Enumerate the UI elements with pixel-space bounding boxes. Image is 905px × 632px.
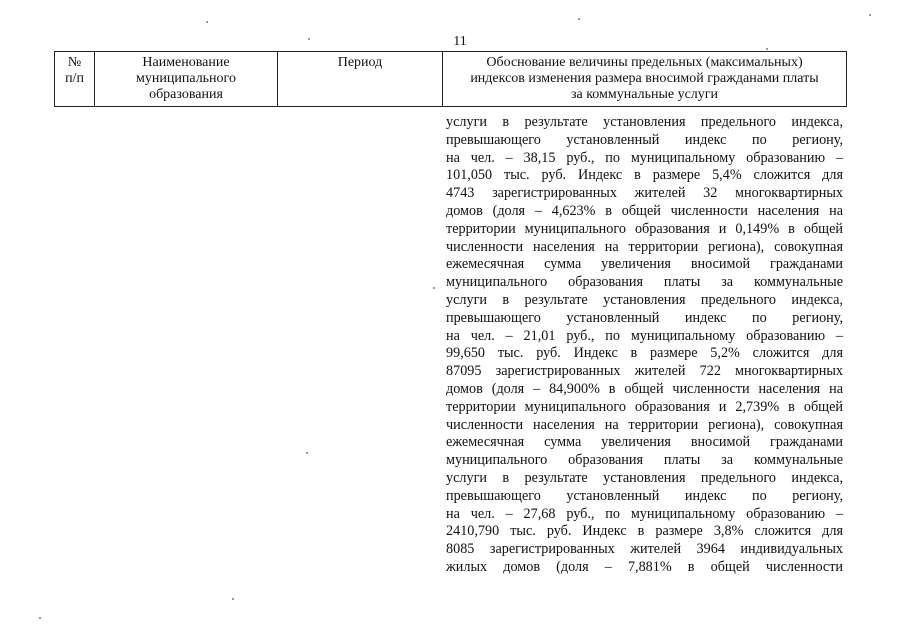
text-line: на чел. – 38,15 руб., по муниципальному образованию –	[446, 149, 843, 166]
header-col-municipality	[95, 52, 278, 106]
text-line: территории муниципального образования и 2,739% в общей	[446, 398, 843, 415]
scan-speck	[306, 452, 308, 454]
text-line: численности населения на территории региона), совокупная	[446, 416, 843, 433]
scan-speck	[206, 21, 208, 23]
scan-speck	[308, 38, 310, 40]
text-line: домов (доля – 84,900% в общей численности населения на	[446, 380, 843, 397]
text-line: жилых домов (доля – 7,881% в общей численности	[446, 558, 843, 575]
text-line: домов (доля – 4,623% в общей численности населения на	[446, 202, 843, 219]
header-col-number-line: п/п	[65, 71, 84, 86]
header-col-municipality-line: Наименование	[142, 55, 230, 70]
text-line: 2410,790 тыс. руб. Индекс в размере 3,8% сложится для	[446, 523, 843, 540]
text-line: на чел. – 27,68 руб., по муниципальному образованию –	[446, 505, 843, 522]
text-line: услуги в результате установления предельного индекса,	[446, 291, 843, 308]
text-line: муниципального образования платы за коммунальные	[446, 452, 843, 469]
page-number: 11	[453, 34, 467, 49]
justification-text	[446, 114, 843, 577]
text-line: муниципального образования платы за коммунальные	[446, 274, 843, 291]
text-line: услуги в результате установления предельного индекса,	[446, 469, 843, 486]
header-col-number-line: №	[67, 55, 82, 70]
text-line: на чел. – 21,01 руб., по муниципальному образованию –	[446, 327, 843, 344]
text-line: превышающего установленный индекс по региону,	[446, 309, 843, 326]
scan-speck	[39, 617, 41, 619]
text-line: превышающего установленный индекс по региону,	[446, 487, 843, 504]
scan-speck	[232, 598, 234, 600]
text-line: ежемесячная сумма увеличения вносимой гражданами	[446, 256, 843, 273]
text-line: территории муниципального образования и 0,149% в общей	[446, 220, 843, 237]
header-col-number	[55, 52, 95, 106]
text-line: ежемесячная сумма увеличения вносимой гражданами	[446, 434, 843, 451]
text-line: 99,650 тыс. руб. Индекс в размере 5,2% сложится для	[446, 345, 843, 362]
text-line: 87095 зарегистрированных жителей 722 многоквартирных	[446, 363, 843, 380]
header-col-period	[278, 52, 443, 106]
table-header	[54, 51, 847, 107]
text-line: 8085 зарегистрированных жителей 3964 индивидуальных	[446, 541, 843, 558]
scan-speck	[869, 14, 871, 16]
text-line: 101,050 тыс. руб. Индекс в размере 5,4% сложится для	[446, 167, 843, 184]
header-col-justification	[443, 52, 846, 106]
scan-speck	[433, 287, 435, 289]
text-line: 4743 зарегистрированных жителей 32 многоквартирных	[446, 185, 843, 202]
header-col-municipality-line: муниципального	[136, 71, 236, 86]
text-line: услуги в результате установления предельного индекса,	[446, 114, 843, 130]
header-col-justification-line: индексов изменения размера вносимой гражданами платы	[470, 71, 819, 86]
scan-speck	[578, 18, 580, 20]
header-col-justification-line: Обоснование величины предельных (максимальных)	[486, 55, 803, 70]
scan-speck	[766, 48, 768, 50]
header-col-period-line: Период	[337, 55, 383, 70]
text-line: численности населения на территории региона), совокупная	[446, 238, 843, 255]
text-line: превышающего установленный индекс по региону,	[446, 131, 843, 148]
header-col-municipality-line: образования	[149, 87, 223, 102]
header-col-justification-line: за коммунальные услуги	[570, 87, 719, 102]
